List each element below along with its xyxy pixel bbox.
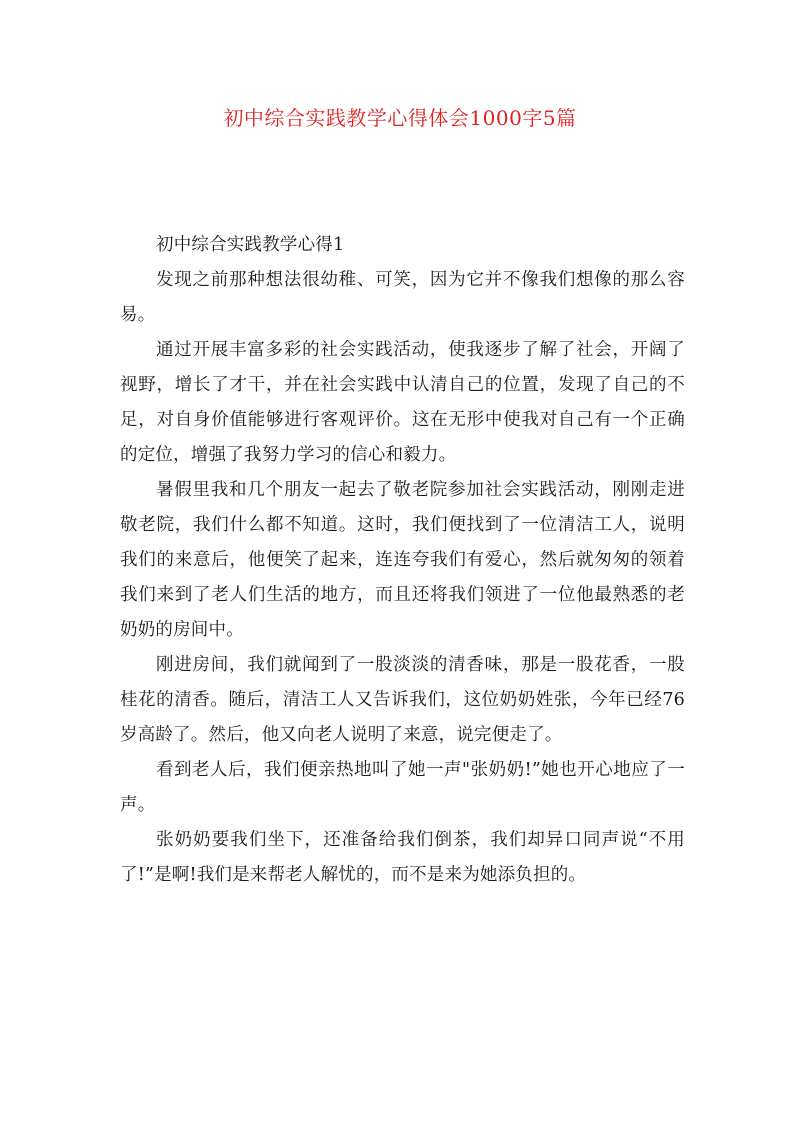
- paragraph: 发现之前那种想法很幼稚、可笑，因为它并不像我们想像的那么容易。: [120, 270, 685, 325]
- section-heading: 初中综合实践教学心得1: [156, 235, 345, 255]
- paragraph: 暑假里我和几个朋友一起去了敬老院参加社会实践活动，刚刚走进敬老院，我们什么都不知道。这时，我们便找到了一位清洁工人，说明我们的来意后，他便笑了起来，连连夸我们有爱心，然后就匆匆的领着我们来到了老人们生活的地方，而且还将我们领进了一位他最熟悉的老奶奶的房间中。: [120, 480, 685, 640]
- paragraph: 张奶奶要我们坐下，还准备给我们倒茶，我们却异口同声说“不用了!”是啊!我们是来帮老人解忧的，而不是来为她添负担的。: [120, 830, 685, 885]
- document-body: [120, 228, 685, 893]
- paragraph: 刚进房间，我们就闻到了一股淡淡的清香味，那是一股花香，一股桂花的清香。随后，清洁工人又告诉我们，这位奶奶姓张，今年已经76岁高龄了。然后，他又向老人说明了来意，说完便走了。: [120, 655, 685, 745]
- paragraph: 看到老人后，我们便亲热地叫了她一声"张奶奶!”她也开心地应了一声。: [120, 760, 685, 815]
- paragraph: 通过开展丰富多彩的社会实践活动，使我逐步了解了社会，开阔了视野，增长了才干，并在社会实践中认清自己的位置，发现了自己的不足，对自身价值能够进行客观评价。这在无形中使我对自己有一个正确的定位，增强了我努力学习的信心和毅力。: [120, 340, 685, 465]
- document-title: 初中综合实践教学心得体会1000字5篇: [223, 106, 577, 130]
